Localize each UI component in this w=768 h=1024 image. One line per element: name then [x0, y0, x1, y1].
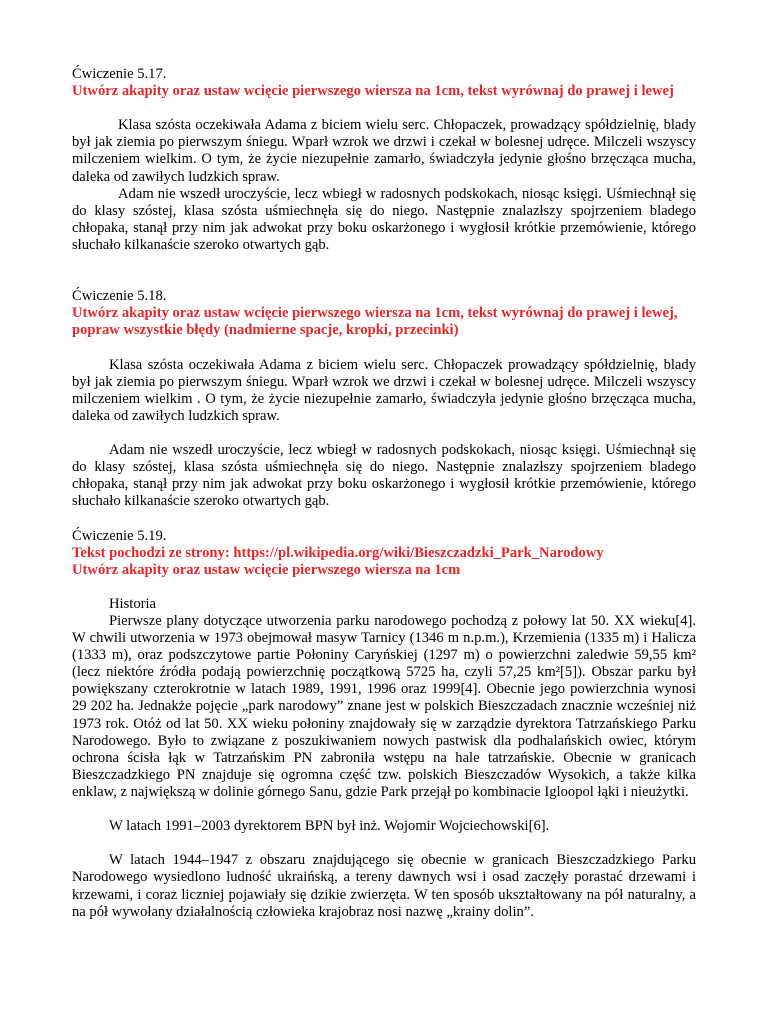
exercise-instruction: Utwórz akapity oraz ustaw wcięcie pierwszego wiersza na 1cm	[72, 561, 461, 578]
exercise-heading: Ćwiczenie 5.17.	[72, 66, 167, 82]
exercise-instruction: Utwórz akapity oraz ustaw wcięcie pierwszego wiersza na 1cm, tekst wyrównaj do prawej i lewej, popraw wszystkie błędy (nadmierne spacje, kropki, przecinki)	[72, 305, 678, 339]
exercise-5-18	[72, 288, 696, 510]
source-note: Tekst pochodzi ze strony: https://pl.wikipedia.org/wiki/Bieszczadzki_Park_Narodowy	[72, 544, 604, 561]
exercise-instruction: Utwórz akapity oraz ustaw wcięcie pierwszego wiersza na 1cm, tekst wyrównaj do prawej i lewej	[72, 83, 674, 100]
paragraph: W latach 1991–2003 dyrektorem BPN był inż. Wojomir Wojciechowski[6].	[109, 818, 550, 835]
exercise-5-17	[72, 66, 696, 254]
paragraph: Adam nie wszedł uroczyście, lecz wbiegł w radosnych podskokach, niosąc księgi. Uśmiechnął się do klasy szóstej, klasa szósta uśmiechnęła się do niego. Następnie znalazłszy spojrzeniem bladego chłopaka, stanął przy nim jak adwokat przy boku oskarżonego i wygłosił krótkie przemówienie, którego słuchało kilkanaście szeroko otwartych gąb.	[72, 185, 696, 253]
paragraph: Klasa szósta oczekiwała Adama z biciem wielu serc. Chłopaczek, prowadzący spółdzielnię, blady był jak ziemia po pierwszym śniegu. Wparł wzrok we drzwi i czekał w bolesnej udręce. Milczeli wszyscy milczeniem wielkim. O tym, że życie niezupełnie zamarło, świadczyła jedynie głośno brzęcząca mucha, daleka od zawiłych ludzkich spraw.	[72, 117, 696, 185]
paragraph: W latach 1944–1947 z obszaru znajdującego się obecnie w granicach Bieszczadzkiego Parku Narodowego wysiedlono ludność ukraińską, a tereny dawnych wsi i osad zaczęły porastać drzewami i krzewami, i coraz liczniej pojawiały się dzikie zwierzęta. W ten sposób ukształtowany na pół naturalny, a na pół wywołany działalnością człowieka krajobraz nosi nazwę „krainy dolin”.	[72, 852, 696, 920]
paragraph: Adam nie wszedł uroczyście, lecz wbiegł w radosnych podskokach, niosąc księgi. Uśmiechnął się do klasy szóstej, klasa szósta uśmiechnęła się do niego. Następnie znalazłszy spojrzeniem bladego chłopaka, stanął przy nim jak adwokat przy boku oskarżonego i wygłosił krótkie przemówienie, którego słuchało kilkanaście szeroko otwartych gąb.	[72, 442, 696, 510]
exercise-heading: Ćwiczenie 5.18.	[72, 288, 167, 305]
exercise-heading: Ćwiczenie 5.19.	[72, 527, 167, 544]
exercise-5-19	[72, 528, 696, 921]
paragraph: Pierwsze plany dotyczące utworzenia parku narodowego pochodzą z połowy lat 50. XX wieku[4]. W chwili utworzenia w 1973 obejmował masyw Tarnicy (1346 m n.p.m.), Krzemienia (1335 m) i Halicza (1333 m), oraz podszczytowe partie Połoniny Caryńskiej (1297 m) o powierzchni zaledwie 59,55 km² (lecz niektóre źródła podają powierzchnię początkową 5725 ha, czyli 57,25 km²[5]). Obszar parku był powiększany czterokrotnie w latach 1989, 1991, 1996 oraz 1999[4]. Obecnie jego powierzchnia wynosi 29 202 ha. Jednakże pojęcie „park narodowy” znane jest w polskich Bieszczadach znacznie wcześniej niż 1973 rok. Otóż od lat 50. XX wieku połoniny znajdowały się w zarządzie dyrektora Tatrzańskiego Parku Narodowego. Było to związane z poszukiwaniem nowych pastwisk dla podhalańskich owiec, którym ochrona ścisła łąk w Tatrzańskim PN zabroniła wstępu na hale tatrzańskie. Obecnie w granicach Bieszczadzkiego PN znajduje się ogromna część tzw. polskich Bieszczadów Wysokich, a także kilka enklaw, z największą w dolinie górnego Sanu, gdzie Park przejął po kombinacie Igloopol łąki i nieużytki.	[72, 613, 696, 800]
paragraph: Klasa szósta oczekiwała Adama z biciem wielu serc. Chłopaczek prowadzący spółdzielnię, blady był jak ziemia po pierwszym śniegu. Wparł wzrok we drzwi i czekał w bolesnej udręce. Milczeli wszyscy milczeniem wielkim . O tym, że życie niezupełnie zamarło, świadczyła jedynie głośno brzęcząca mucha, daleka od zawiłych ludzkich spraw.	[72, 356, 696, 424]
section-title: Historia	[109, 595, 157, 612]
